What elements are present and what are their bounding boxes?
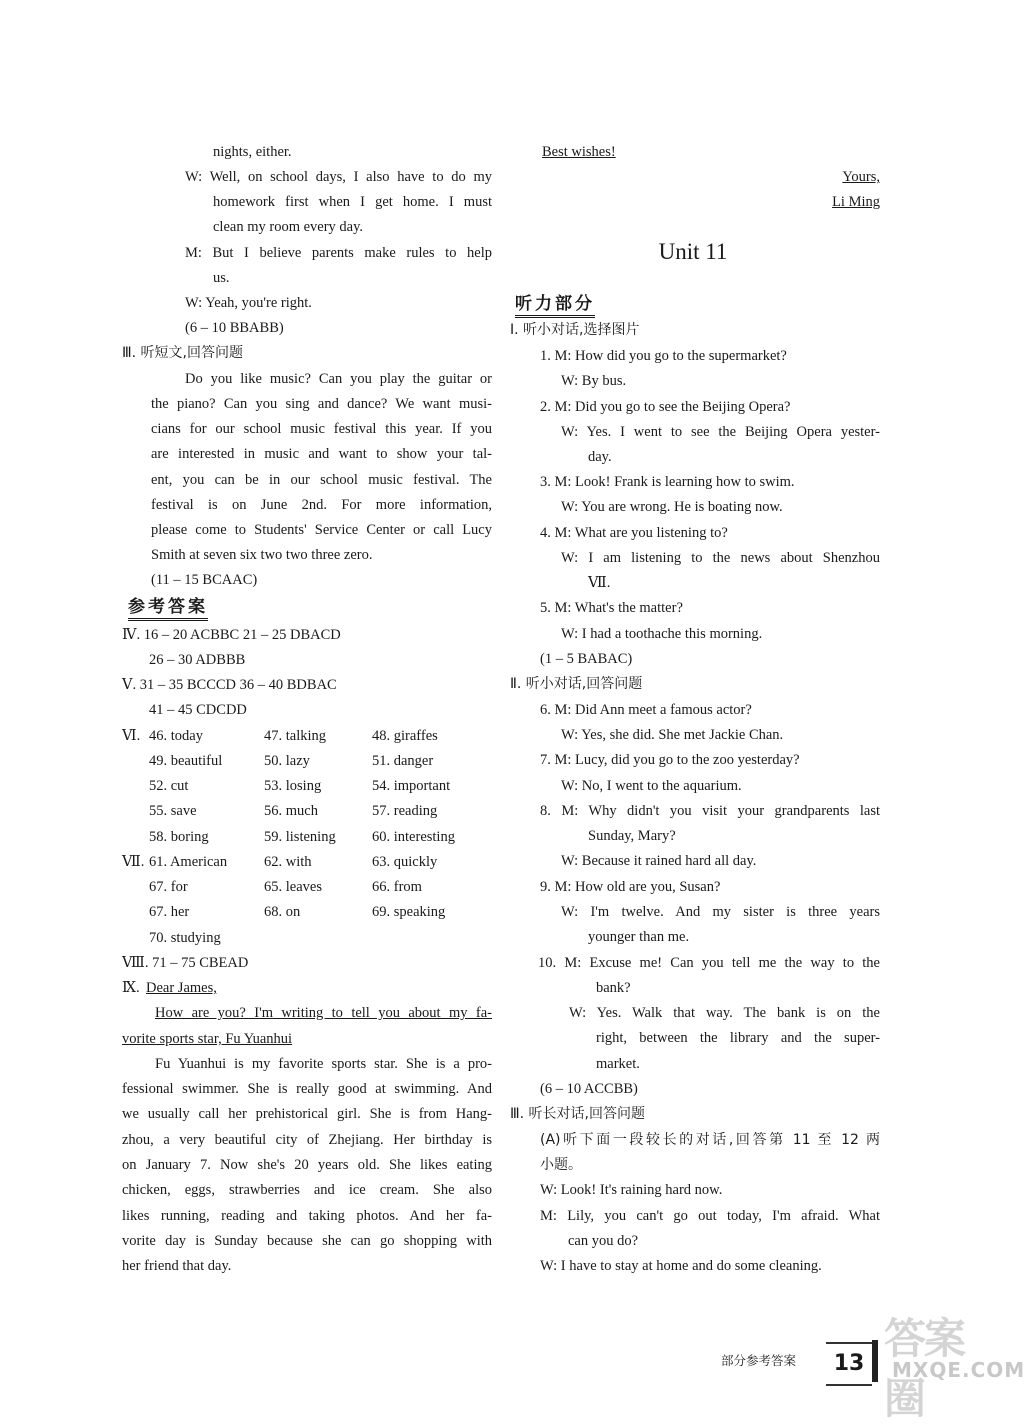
text-line: the piano? Can you sing and dance? We want musi- <box>151 396 492 412</box>
section-title: Ⅲ. 听长对话,回答问题 <box>510 1106 646 1122</box>
section-title: Ⅰ. 听小对话,选择图片 <box>510 322 640 338</box>
text-line: cians for our school music festival this year. If you <box>151 421 492 437</box>
dialogue-line: 4. M: What are you listening to? <box>540 525 728 541</box>
text-line: her friend that day. <box>122 1258 232 1274</box>
page-number: 13 <box>826 1342 872 1386</box>
dialogue-line: 8. M: Why didn't you visit your grandparents last <box>540 803 880 819</box>
grid-cell: 54. important <box>372 778 451 794</box>
page-number-bar <box>872 1340 878 1382</box>
text-line: fessional swimmer. She is really good at swimming. And <box>122 1081 492 1097</box>
text-line: W: Yeah, you're right. <box>185 295 312 311</box>
text-line: on January 7. Now she's 20 years old. She likes eating <box>122 1157 492 1173</box>
dialogue-line: W: Yes, she did. She met Jackie Chan. <box>561 727 784 743</box>
dialogue-line: 2. M: Did you go to see the Beijing Opera? <box>540 399 791 415</box>
dialogue-line: market. <box>596 1056 640 1072</box>
grid-cell: 67. for <box>149 879 188 895</box>
text-line: clean my room every day. <box>213 219 364 235</box>
letter-signature: Li Ming <box>832 194 880 210</box>
letter-title-line: vorite sports star, Fu Yuanhui <box>122 1031 293 1047</box>
text-line: Fu Yuanhui is my favorite sports star. She is a pro- <box>155 1056 492 1072</box>
grid-cell: 63. quickly <box>372 854 438 870</box>
grid-cell: 69. speaking <box>372 904 446 920</box>
answer-line: Ⅳ. 16 – 20 ACBBC 21 – 25 DBACD <box>122 627 341 643</box>
text-line: M: But I believe parents make rules to help <box>185 245 492 261</box>
dialogue-line: younger than me. <box>588 929 690 945</box>
section-title: Ⅲ. 听短文,回答问题 <box>122 345 244 361</box>
text-line: nights, either. <box>213 144 292 160</box>
answer-line: 41 – 45 CDCDD <box>149 702 247 718</box>
footer-label: 部分参考答案 <box>721 1353 797 1368</box>
text-line: chicken, eggs, strawberries and ice cream. She also <box>122 1182 492 1198</box>
dialogue-line: W: Yes. Walk that way. The bank is on the <box>569 1005 880 1021</box>
answer-line: Ⅴ. 31 – 35 BCCCD 36 – 40 BDBAC <box>122 677 337 693</box>
dialogue-line: W: Yes. I went to see the Beijing Opera yester- <box>561 424 880 440</box>
dialogue-line: W: No, I went to the aquarium. <box>561 778 742 794</box>
grid-cell: 61. American <box>149 854 228 870</box>
letter-closing: Best wishes! <box>542 144 616 160</box>
grid-cell: 57. reading <box>372 803 438 819</box>
grid-cell: 67. her <box>149 904 190 920</box>
dialogue-line: W: Because it rained hard all day. <box>561 853 757 869</box>
dialogue-line: 10. M: Excuse me! Can you tell me the way to the <box>538 955 880 971</box>
section-label: Ⅵ. <box>122 728 141 744</box>
watermark-text: 答案圈 <box>884 1314 965 1423</box>
dialogue-line: W: You are wrong. He is boating now. <box>561 499 783 515</box>
dialogue-line: day. <box>588 449 612 465</box>
grid-cell: 51. danger <box>372 753 434 769</box>
letter-greeting: Dear James, <box>146 980 217 996</box>
dialogue-line: 5. M: What's the matter? <box>540 600 683 616</box>
dialogue-line: W: By bus. <box>561 373 627 389</box>
dialogue-line: 6. M: Did Ann meet a famous actor? <box>540 702 752 718</box>
grid-cell: 56. much <box>264 803 318 819</box>
text-line: us. <box>213 270 230 286</box>
section-label: Ⅶ. <box>122 854 145 870</box>
grid-cell: 48. giraffes <box>372 728 438 744</box>
letter-title-line: How are you? I'm writing to tell you about my fa- <box>155 1005 492 1021</box>
dialogue-line: can you do? <box>568 1233 639 1249</box>
text-line: zhou, a very beautiful city of Zhejiang. Her birthday is <box>122 1132 492 1148</box>
grid-cell: 70. studying <box>149 930 221 946</box>
answer-line: (6 – 10 BBABB) <box>185 320 284 336</box>
dialogue-line: 1. M: How did you go to the supermarket? <box>540 348 787 364</box>
instruction-line: 小题。 <box>540 1157 582 1173</box>
text-line: are interested in music and want to show your tal- <box>151 446 492 462</box>
answer-line: (6 – 10 ACCBB) <box>540 1081 638 1097</box>
unit-title: Unit 11 <box>658 239 728 264</box>
dialogue-line: Ⅶ. <box>588 575 611 591</box>
text-line: Do you like music? Can you play the guitar or <box>185 371 492 387</box>
dialogue-line: M: Lily, you can't go out today, I'm afraid. What <box>540 1208 880 1224</box>
grid-cell: 66. from <box>372 879 422 895</box>
dialogue-line: W: I'm twelve. And my sister is three years <box>561 904 880 920</box>
grid-cell: 47. talking <box>264 728 327 744</box>
watermark-logo <box>880 1300 1025 1423</box>
grid-cell: 68. on <box>264 904 301 920</box>
text-line: vorite day is Sunday because she can go shopping with <box>122 1233 492 1249</box>
answer-line: 26 – 30 ADBBB <box>149 652 246 668</box>
grid-cell: 55. save <box>149 803 197 819</box>
dialogue-line: W: I am listening to the news about Shenzhou <box>561 550 880 566</box>
dialogue-line: right, between the library and the super- <box>596 1030 880 1046</box>
text-line: homework first when I get home. I must <box>213 194 492 210</box>
dialogue-line: 9. M: How old are you, Susan? <box>540 879 721 895</box>
grid-cell: 50. lazy <box>264 753 310 769</box>
section-heading: 听力部分 <box>515 294 595 318</box>
section-heading: 参考答案 <box>128 597 208 621</box>
grid-cell: 62. with <box>264 854 312 870</box>
text-line: we usually call her prehistorical girl. She is from Hang- <box>122 1106 492 1122</box>
text-line: ent, you can be in our school music festival. The <box>151 472 492 488</box>
grid-cell: 52. cut <box>149 778 189 794</box>
answer-line: (1 – 5 BABAC) <box>540 651 633 667</box>
section-title: Ⅱ. 听小对话,回答问题 <box>510 676 643 692</box>
instruction-line: (A)听下面一段较长的对话,回答第 11 至 12 两 <box>540 1132 880 1148</box>
answer-line: (11 – 15 BCAAC) <box>151 572 258 588</box>
section-label: Ⅸ. <box>122 980 140 996</box>
grid-cell: 60. interesting <box>372 829 455 845</box>
text-line: please come to Students' Service Center or call Lucy <box>151 522 492 538</box>
dialogue-line: 7. M: Lucy, did you go to the zoo yesterday? <box>540 752 800 768</box>
grid-cell: 46. today <box>149 728 203 744</box>
letter-signoff: Yours, <box>842 169 880 185</box>
watermark-url: MXQE.COM <box>892 1358 1025 1382</box>
grid-cell: 59. listening <box>264 829 336 845</box>
dialogue-line: 3. M: Look! Frank is learning how to swim. <box>540 474 795 490</box>
dialogue-line: W: I had a toothache this morning. <box>561 626 763 642</box>
text-line: likes running, reading and taking photos. And her fa- <box>122 1208 492 1224</box>
grid-cell: 58. boring <box>149 829 209 845</box>
grid-cell: 49. beautiful <box>149 753 223 769</box>
text-line: Smith at seven six two two three zero. <box>151 547 373 563</box>
grid-cell: 65. leaves <box>264 879 322 895</box>
text-line: festival is on June 2nd. For more information, <box>151 497 492 513</box>
dialogue-line: W: I have to stay at home and do some cleaning. <box>540 1258 822 1274</box>
dialogue-line: bank? <box>596 980 631 996</box>
text-line: W: Well, on school days, I also have to do my <box>185 169 492 185</box>
answer-line: Ⅷ. 71 – 75 CBEAD <box>122 955 249 971</box>
grid-cell: 53. losing <box>264 778 322 794</box>
dialogue-line: W: Look! It's raining hard now. <box>540 1182 723 1198</box>
dialogue-line: Sunday, Mary? <box>588 828 676 844</box>
